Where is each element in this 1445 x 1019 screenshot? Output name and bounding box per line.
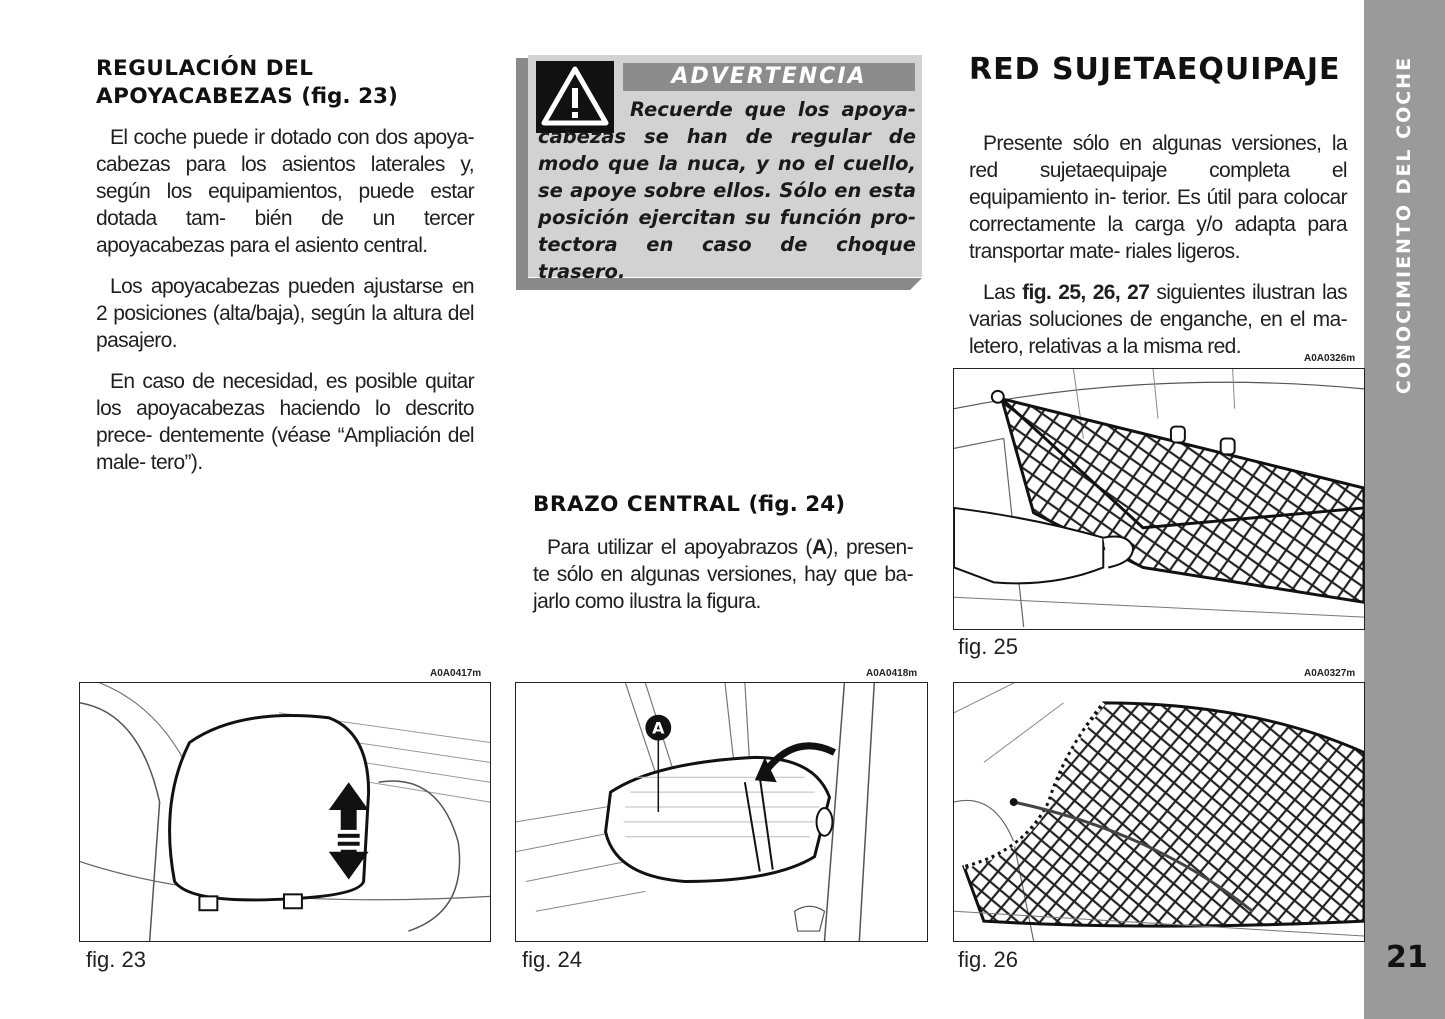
armrest-heading bbox=[533, 491, 845, 519]
armrest-paragraph bbox=[533, 534, 913, 615]
fig23-illustration bbox=[79, 682, 491, 942]
fig24-caption: fig. 24 bbox=[522, 947, 582, 972]
fig24-illustration bbox=[515, 682, 928, 942]
fig25-code: A0A0326m bbox=[1304, 353, 1356, 364]
warning-title: ADVERTENCIA bbox=[623, 63, 915, 91]
warning-box bbox=[528, 55, 922, 283]
fig26-drawing bbox=[954, 683, 1364, 941]
fig25-illustration bbox=[953, 368, 1365, 630]
headrest-heading bbox=[96, 55, 476, 111]
armrest-heading-fig: (fig. 24) bbox=[748, 492, 846, 517]
luggage-net-text bbox=[969, 130, 1347, 360]
headrest-paragraph-3: En caso de necesidad, es posible quitar los apoyacabezas haciendo lo descrito prece- dentemente (véase “Ampliación del male- tero”). bbox=[96, 370, 474, 474]
luggage-net-heading: RED SUJETAEQUIPAJE bbox=[969, 52, 1341, 87]
fig26-code: A0A0327m bbox=[1304, 668, 1356, 679]
headrest-paragraph-2: Los apoyacabezas pueden ajustarse en 2 posiciones (alta/baja), según la altura del pasajero. bbox=[96, 275, 474, 352]
fig23-caption: fig. 23 bbox=[86, 947, 146, 972]
fig24-callout-label: A bbox=[652, 718, 665, 738]
section-title: CONOCIMIENTO DEL COCHE bbox=[1393, 55, 1416, 395]
fig23-drawing bbox=[80, 683, 490, 941]
fig25-caption: fig. 25 bbox=[958, 634, 1018, 659]
luggage-net-paragraph-1: Presente sólo en algunas versiones, la red sujetaequipaje completa el equipamiento in- terior. Es útil para colocar correctamente la carga y/o adapta para transportar mate- riales ligeros. bbox=[969, 132, 1347, 263]
armrest-heading-title: BRAZO CENTRAL bbox=[533, 492, 741, 517]
fig24-code: A0A0418m bbox=[866, 668, 918, 679]
warning-text bbox=[538, 96, 916, 285]
page-number: 21 bbox=[1386, 940, 1428, 975]
luggage-net-p2-bold: fig. 25, 26, 27 bbox=[1022, 281, 1150, 304]
headrest-text bbox=[96, 124, 474, 476]
headrest-paragraph-1: El coche puede ir dotado con dos apoya- cabezas para los asientos laterales y, según los equipamientos, puede estar dotada tam- bién de un tercer apoyacabezas para el asiento central. bbox=[96, 126, 474, 257]
fig25-drawing bbox=[954, 369, 1364, 629]
fig26-caption: fig. 26 bbox=[958, 947, 1018, 972]
luggage-net-paragraph-2 bbox=[969, 279, 1347, 360]
armrest-text-bold: A bbox=[811, 536, 827, 559]
headrest-heading-fig: (fig. 23) bbox=[301, 84, 398, 109]
warning-message: Recuerde que los apoya- cabezas se han de regular de modo que la nuca, y no el cuello, se apoye sobre ellos. Sólo en esta posición ejercitan su función pro- tectora en caso de choque trasero. bbox=[538, 98, 916, 283]
armrest-text-after: ), presen- te sólo en algunas versiones, hay que ba- jarlo como ilustra la figura. bbox=[533, 536, 913, 613]
armrest-text bbox=[533, 534, 913, 615]
fig26-illustration bbox=[953, 682, 1365, 942]
headrest-heading-line1: REGULACIÓN DEL bbox=[96, 56, 314, 81]
luggage-net-p2-before: Las bbox=[983, 281, 1023, 304]
headrest-heading-line2: APOYACABEZAS bbox=[96, 84, 294, 109]
section-title-wrapper bbox=[1364, 40, 1445, 410]
armrest-text-before: Para utilizar el apoyabrazos ( bbox=[547, 536, 812, 559]
fig23-code: A0A0417m bbox=[430, 668, 482, 679]
luggage-net-p2-after: siguientes ilustran las varias soluciones de enganche, en el ma- letero, relativas a la misma red. bbox=[969, 281, 1347, 358]
fig24-drawing bbox=[516, 683, 927, 941]
